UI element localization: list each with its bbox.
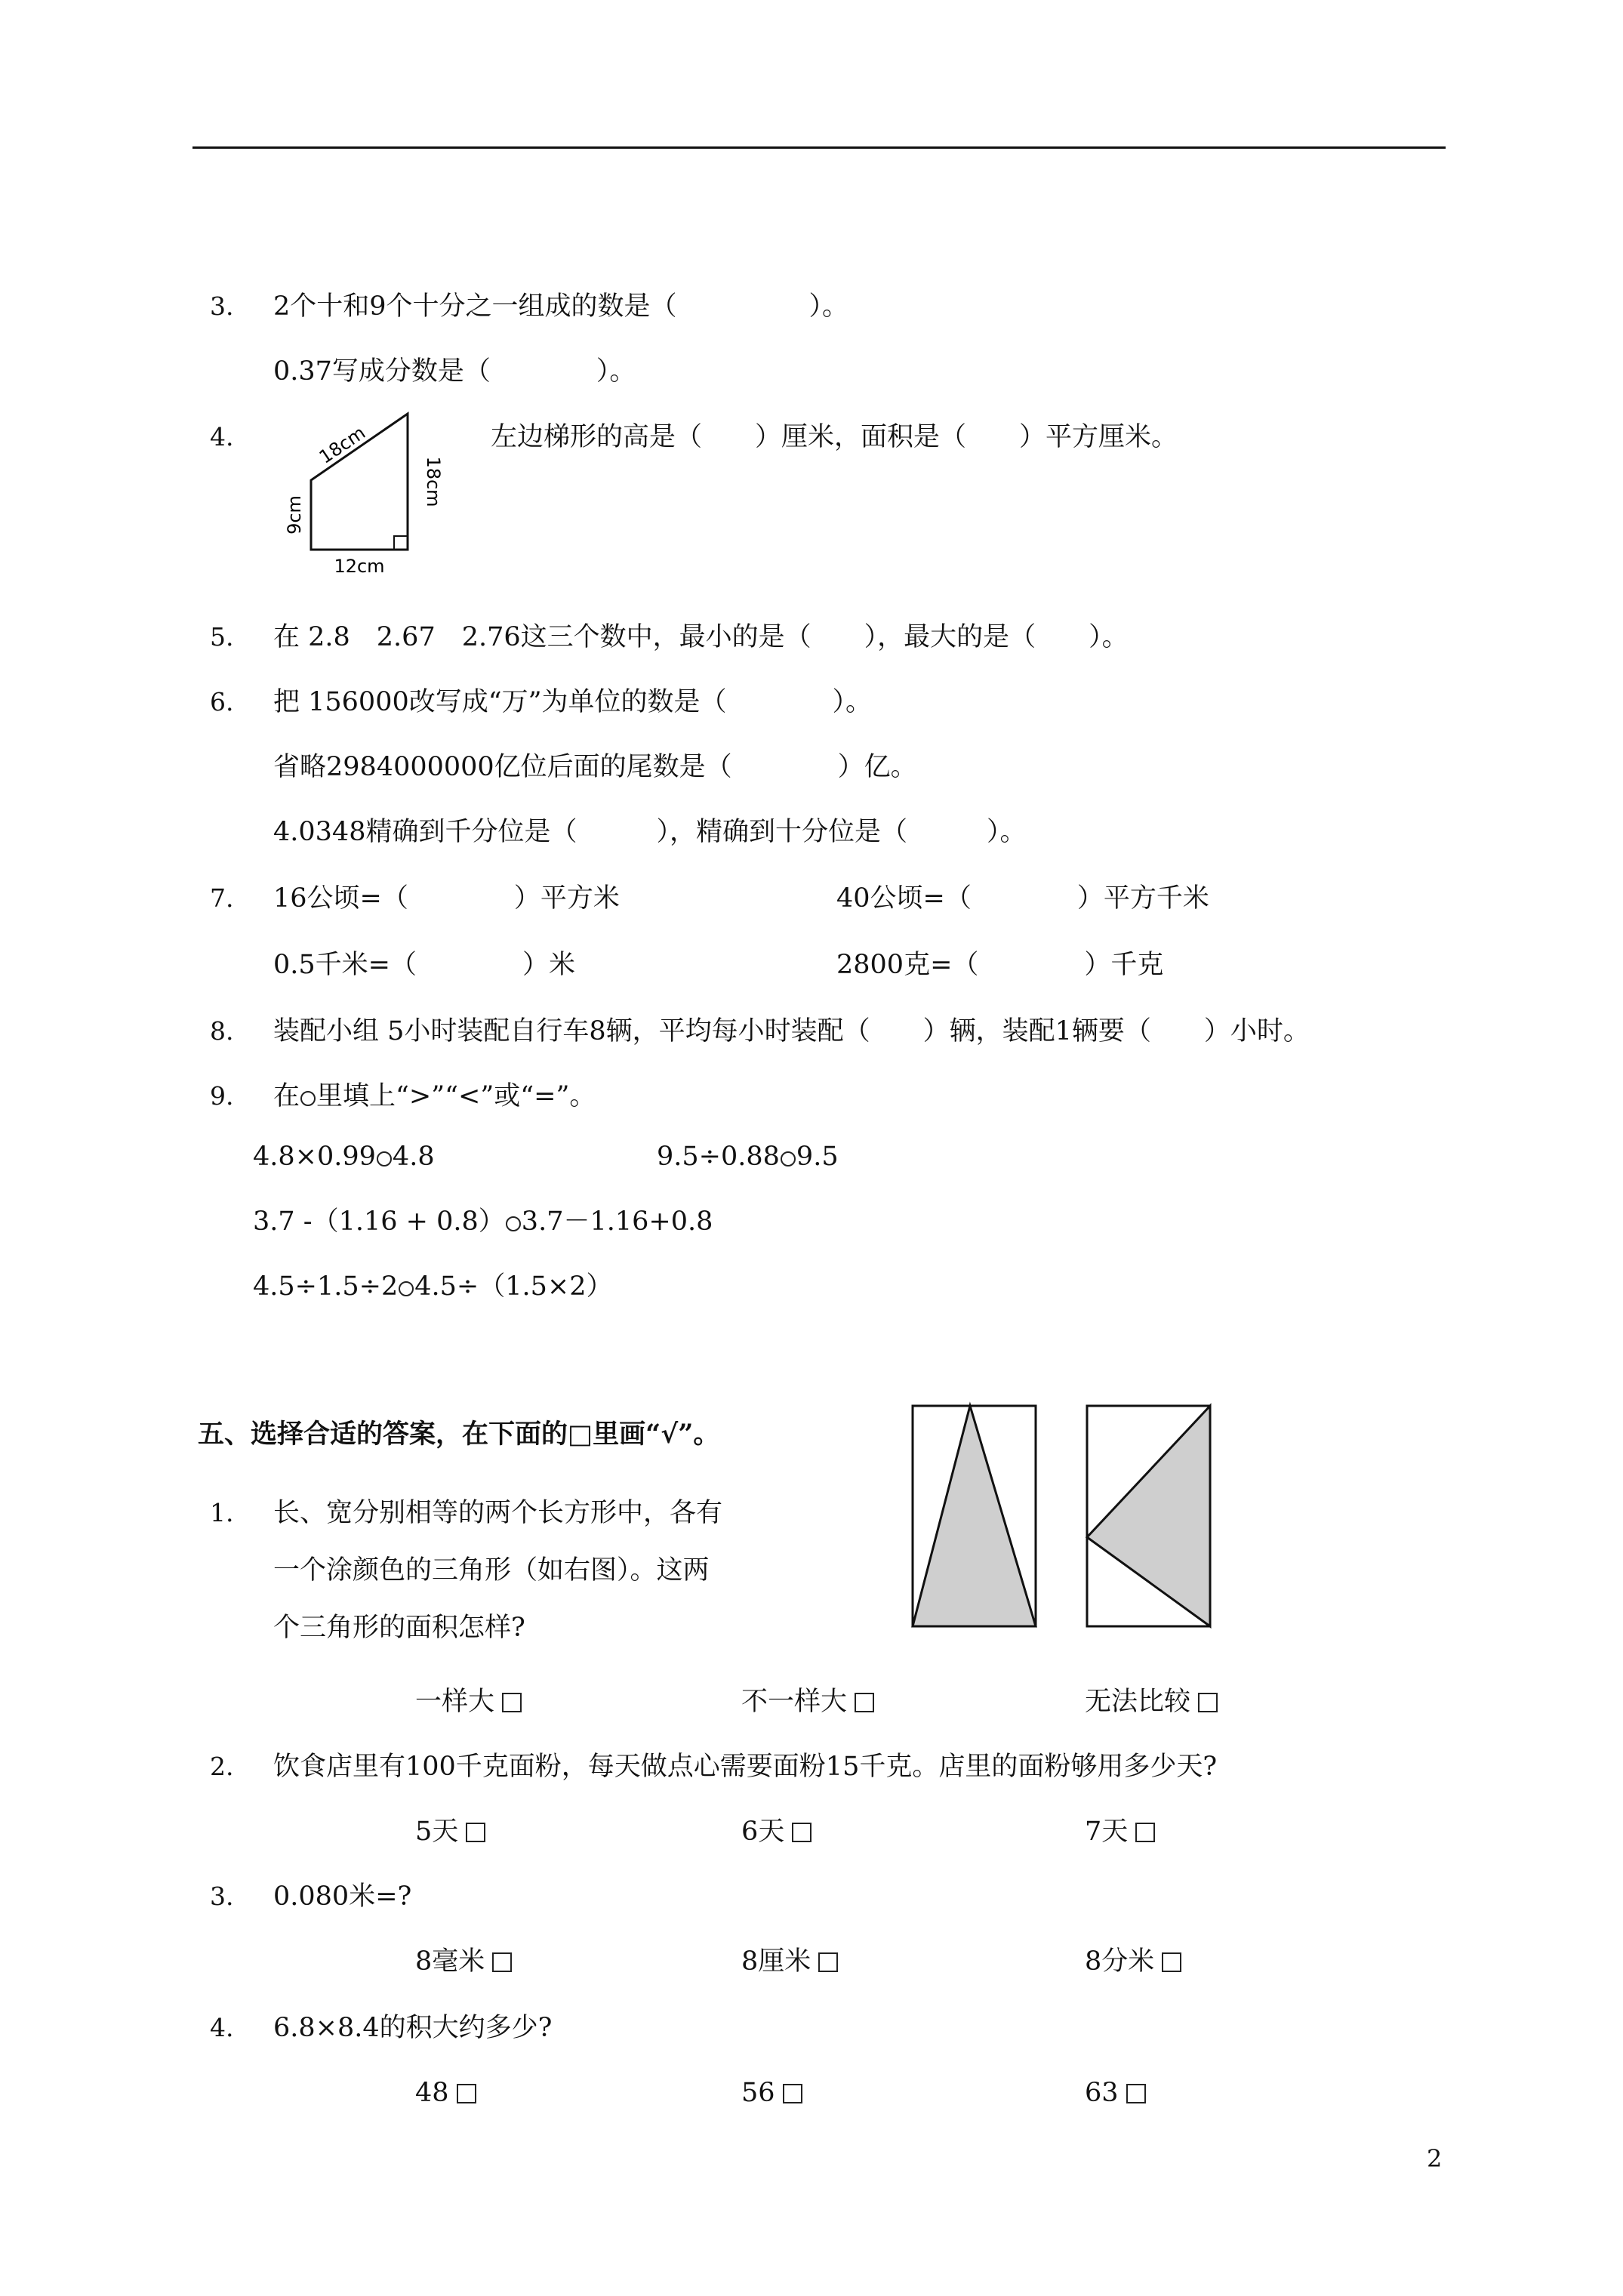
s5-q3-option-3[interactable] xyxy=(1085,1945,1181,1978)
option-label: 无法比较 xyxy=(1085,1687,1191,1717)
s5-q2-option-2[interactable] xyxy=(741,1815,812,1848)
checkbox[interactable] xyxy=(502,1693,522,1712)
s5-q4-option-2[interactable] xyxy=(741,2076,802,2110)
s5-q4-option-1[interactable] xyxy=(415,2076,476,2110)
circle-icon xyxy=(300,1091,316,1106)
q9-intro xyxy=(273,1080,596,1113)
checkbox[interactable] xyxy=(1162,1952,1181,1972)
checkbox[interactable] xyxy=(783,2084,802,2103)
q7-number: 7. xyxy=(210,883,234,913)
compare-circle[interactable] xyxy=(506,1216,521,1231)
s5-q3-text: 0.080米=? xyxy=(273,1881,412,1912)
option-label: 5天 xyxy=(415,1817,459,1847)
q3-line2: 0.37写成分数是（ ）。 xyxy=(273,356,636,387)
trapezoid-bottom-label: 12cm xyxy=(334,556,385,577)
q3-line1: 2个十和9个十分之一组成的数是（ ）。 xyxy=(273,291,849,322)
q9-expr-2 xyxy=(657,1140,839,1173)
option-label: 48 xyxy=(415,2078,449,2108)
q7-item-b: 40公顷=（ ）平方千米 xyxy=(836,883,1209,914)
rectangles-figure xyxy=(910,1403,1219,1629)
header-rule xyxy=(192,146,1446,149)
checkbox[interactable] xyxy=(818,1952,838,1972)
q7-item-a: 16公顷=（ ）平方米 xyxy=(273,883,620,914)
q7-item-c: 0.5千米=（ ）米 xyxy=(273,950,575,980)
q4-number: 4. xyxy=(210,422,234,451)
compare-circle[interactable] xyxy=(377,1151,392,1166)
page-number: 2 xyxy=(1427,2144,1443,2173)
checkbox[interactable] xyxy=(457,2084,476,2103)
compare-circle[interactable] xyxy=(781,1151,796,1166)
s5-q1-option-2[interactable] xyxy=(741,1685,874,1718)
s5-q2-number: 2. xyxy=(210,1752,234,1781)
q9-expr-3 xyxy=(253,1205,713,1238)
s5-q3-number: 3. xyxy=(210,1881,234,1911)
q9-expr-1-left: 4.8×0.99 xyxy=(253,1142,376,1172)
s5-q1-line2: 一个涂颜色的三角形（如右图）。这两 xyxy=(273,1555,710,1586)
s5-q4-number: 4. xyxy=(210,2013,234,2042)
section-five-heading: 五、选择合适的答案，在下面的□里画“√”。 xyxy=(198,1419,720,1450)
q9-expr-4-right: 4.5÷（1.5×2） xyxy=(414,1271,613,1302)
q8-text: 装配小组 5小时装配自行车8辆，平均每小时装配（ ）辆，装配1辆要（ ）小时。 xyxy=(273,1016,1310,1046)
option-label: 8厘米 xyxy=(741,1946,812,1977)
s5-q2-text: 饮食店里有100千克面粉，每天做点心需要面粉15千克。店里的面粉够用多少天? xyxy=(273,1752,1218,1782)
checkbox[interactable] xyxy=(792,1823,812,1842)
q9-intro-b: 里填上“>”“<”或“=”。 xyxy=(316,1081,596,1111)
option-label: 56 xyxy=(741,2078,775,2108)
trapezoid-slant-label: 18cm xyxy=(315,421,370,468)
option-label: 63 xyxy=(1085,2078,1119,2108)
q8-number: 8. xyxy=(210,1016,234,1046)
trapezoid-left-label: 9cm xyxy=(284,495,305,535)
s5-q1-line3: 个三角形的面积怎样? xyxy=(273,1613,525,1643)
q6-line3: 4.0348精确到千分位是（ ），精确到十分位是（ ）。 xyxy=(273,817,1027,847)
checkbox[interactable] xyxy=(855,1693,874,1712)
s5-q3-option-1[interactable] xyxy=(415,1945,512,1978)
q5-number: 5. xyxy=(210,622,234,652)
s5-q1-option-3[interactable] xyxy=(1085,1685,1218,1718)
trapezoid-figure xyxy=(284,400,460,581)
trapezoid-right-label: 18cm xyxy=(423,456,444,507)
q9-expr-3-left: 3.7 -（1.16 + 0.8） xyxy=(253,1207,505,1237)
option-label: 6天 xyxy=(741,1817,785,1847)
q9-expr-4 xyxy=(253,1270,613,1303)
q9-number: 9. xyxy=(210,1081,234,1111)
option-label: 8分米 xyxy=(1085,1946,1155,1977)
checkbox[interactable] xyxy=(1198,1693,1218,1712)
q9-expr-1-right: 4.8 xyxy=(392,1142,435,1172)
option-label: 一样大 xyxy=(415,1687,495,1717)
checkbox[interactable] xyxy=(1126,2084,1146,2103)
q9-expr-4-left: 4.5÷1.5÷2 xyxy=(253,1271,399,1302)
q3-number: 3. xyxy=(210,291,234,321)
q6-number: 6. xyxy=(210,687,234,717)
checkbox[interactable] xyxy=(492,1952,512,1972)
compare-circle[interactable] xyxy=(399,1281,414,1296)
q9-expr-1 xyxy=(253,1140,435,1173)
s5-q4-text: 6.8×8.4的积大约多少? xyxy=(273,2013,553,2043)
s5-q2-option-1[interactable] xyxy=(415,1815,485,1848)
s5-q4-option-3[interactable] xyxy=(1085,2076,1146,2110)
s5-q1-option-1[interactable] xyxy=(415,1685,522,1718)
option-label: 7天 xyxy=(1085,1817,1129,1847)
q9-expr-3-right: 3.7－1.16+0.8 xyxy=(521,1207,713,1237)
q6-line2: 省略2984000000亿位后面的尾数是（ ）亿。 xyxy=(273,752,917,782)
s5-q2-option-3[interactable] xyxy=(1085,1815,1155,1848)
q9-expr-2-right: 9.5 xyxy=(796,1142,839,1172)
option-label: 8毫米 xyxy=(415,1946,485,1977)
q6-line1: 把 156000改写成“万”为单位的数是（ ）。 xyxy=(273,687,873,717)
q7-item-d: 2800克=（ ）千克 xyxy=(836,950,1164,980)
s5-q1-line1: 长、宽分别相等的两个长方形中，各有 xyxy=(273,1498,723,1528)
q5-text: 在 2.8 2.67 2.76这三个数中，最小的是（ ），最大的是（ ）。 xyxy=(273,622,1129,652)
s5-q3-option-2[interactable] xyxy=(741,1945,838,1978)
checkbox[interactable] xyxy=(1135,1823,1155,1842)
option-label: 不一样大 xyxy=(741,1687,848,1717)
checkbox[interactable] xyxy=(466,1823,485,1842)
q9-intro-a: 在 xyxy=(273,1081,300,1111)
q9-expr-2-left: 9.5÷0.88 xyxy=(657,1142,780,1172)
s5-q1-number: 1. xyxy=(210,1498,234,1527)
q4-text: 左边梯形的高是（ ）厘米，面积是（ ）平方厘米。 xyxy=(491,422,1178,452)
